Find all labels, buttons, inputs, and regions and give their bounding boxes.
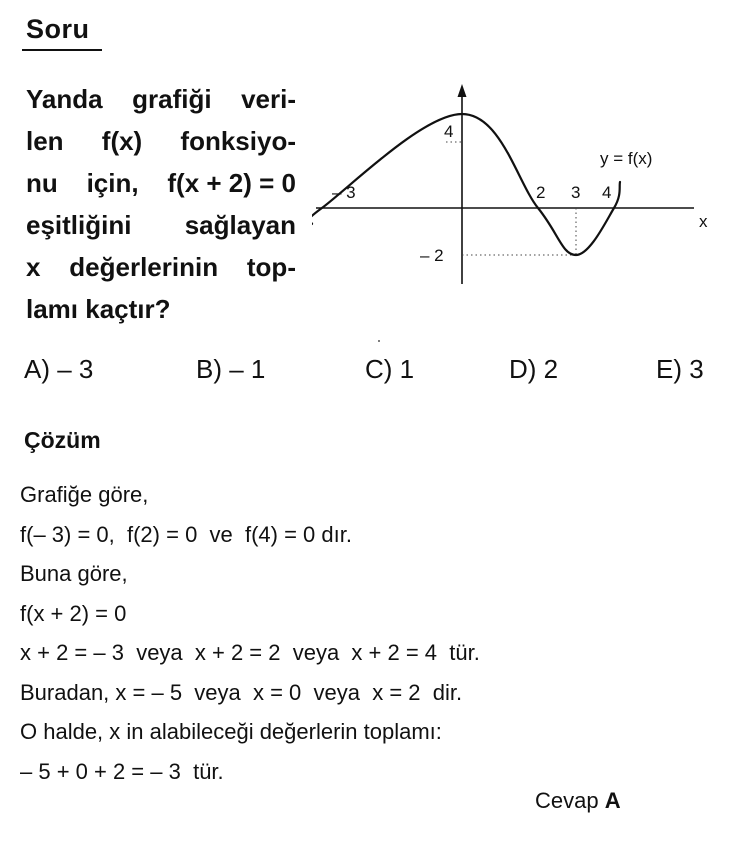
question-line (26, 246, 296, 288)
tick-label-x-minus-3: – 3 (332, 183, 356, 202)
question-text (26, 78, 296, 330)
question-word: f(x + 2) = 0 (167, 168, 296, 198)
question-word: için, (86, 168, 139, 198)
solution-line: – 5 + 0 + 2 = – 3 tür. (20, 758, 224, 784)
y-axis-arrow (458, 84, 467, 97)
question-word: grafiği (132, 84, 212, 114)
question-word: top- (246, 252, 296, 282)
tick-label-x-3: 3 (571, 183, 581, 202)
x-axis-label: x (699, 212, 708, 231)
question-line (26, 78, 296, 120)
choice-a[interactable]: A) – 3 (24, 354, 94, 384)
question-word: fonksiyo- (180, 126, 296, 156)
answer-letter: A (604, 788, 621, 813)
tick-label-x-4: 4 (602, 183, 612, 202)
question-word: sağlayan (184, 210, 296, 240)
solution-line: Buna göre, (20, 561, 128, 586)
curve-label: y = f(x) (600, 149, 653, 168)
answer (535, 788, 621, 814)
solution-body (20, 475, 740, 791)
question-line (26, 120, 296, 162)
choice-e[interactable]: E) 3 (656, 354, 704, 384)
question-word: len (26, 126, 64, 156)
question-word: değerlerinin (69, 252, 219, 282)
question-line (26, 288, 296, 330)
stray-dot (378, 340, 380, 342)
heading-underline (22, 49, 102, 51)
solution-title: Çözüm (24, 427, 101, 453)
choice-b[interactable]: B) – 1 (196, 354, 266, 384)
tick-label-y-4: 4 (444, 122, 454, 141)
tick-label-x-2: 2 (536, 183, 546, 202)
question-line (26, 204, 296, 246)
problem-heading: Soru (26, 14, 90, 44)
solution-line: x + 2 = – 3 veya x + 2 = 2 veya x + 2 = 4 tür. (20, 640, 480, 665)
question-word: f(x) (101, 126, 143, 156)
solution-line: Grafiğe göre, (20, 482, 149, 507)
question-word: nu (26, 168, 58, 198)
question-word: lamı kaçtır? (26, 294, 171, 324)
solution-line: Buradan, x = – 5 veya x = 0 veya x = 2 dir. (20, 679, 463, 705)
question-word: Yanda (26, 84, 103, 114)
choice-c[interactable]: C) 1 (365, 354, 415, 384)
question-line (26, 162, 296, 204)
tick-label-y-minus-2: – 2 (420, 246, 444, 265)
solution-line: f(– 3) = 0, f(2) = 0 ve f(4) = 0 dır. (20, 521, 352, 547)
choice-d[interactable]: D) 2 (509, 354, 559, 384)
solution-line: O halde, x in alabileceği değerlerin toplamı: (20, 719, 442, 744)
solution-line: f(x + 2) = 0 (20, 600, 127, 626)
function-graph (312, 80, 722, 290)
question-word: eşitliğini (26, 210, 132, 240)
answer-prefix: Cevap (535, 788, 599, 813)
question-word: veri- (241, 84, 296, 114)
question-word: x (26, 252, 41, 282)
